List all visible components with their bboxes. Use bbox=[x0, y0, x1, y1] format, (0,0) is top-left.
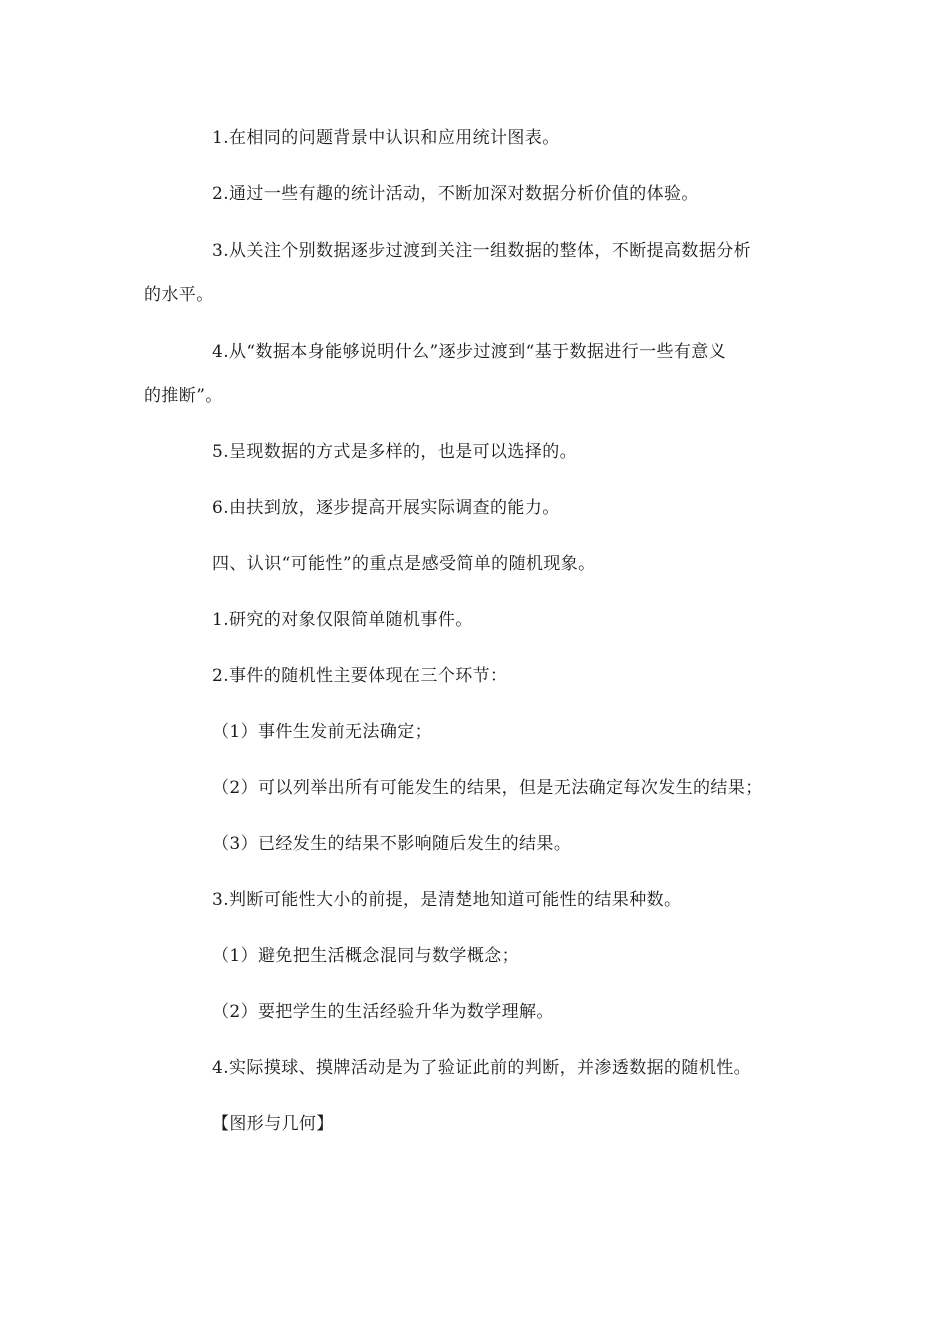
paragraph-line: （2）要把学生的生活经验升华为数学理解。 bbox=[212, 1002, 554, 1022]
paragraph-line: （3）已经发生的结果不影响随后发生的结果。 bbox=[212, 834, 572, 854]
paragraph-line: 4.实际摸球、摸牌活动是为了验证此前的判断，并渗透数据的随机性。 bbox=[212, 1058, 752, 1078]
section-heading: 【图形与几何】 bbox=[212, 1114, 334, 1134]
paragraph-line: （1）事件生发前无法确定； bbox=[212, 722, 433, 742]
paragraph-line: 1.在相同的问题背景中认识和应用统计图表。 bbox=[212, 128, 560, 148]
paragraph-line: 的推断”。 bbox=[144, 386, 223, 406]
paragraph-line: 1.研究的对象仅限简单随机事件。 bbox=[212, 610, 473, 630]
paragraph-line: 2.事件的随机性主要体现在三个环节： bbox=[212, 666, 508, 686]
paragraph-line: （1）避免把生活概念混同与数学概念； bbox=[212, 946, 520, 966]
paragraph-line: 3.从关注个别数据逐步过渡到关注一组数据的整体，不断提高数据分析 bbox=[212, 241, 752, 261]
paragraph-line: 4.从“数据本身能够说明什么”逐步过渡到“基于数据进行一些有意义 bbox=[212, 342, 727, 362]
paragraph-line: 2.通过一些有趣的统计活动，不断加深对数据分析价值的体验。 bbox=[212, 184, 699, 204]
paragraph-line: 3.判断可能性大小的前提，是清楚地知道可能性的结果种数。 bbox=[212, 890, 682, 910]
paragraph-line: 5.呈现数据的方式是多样的，也是可以选择的。 bbox=[212, 442, 578, 462]
paragraph-line: （2）可以列举出所有可能发生的结果，但是无法确定每次发生的结果； bbox=[212, 778, 763, 798]
paragraph-line: 6.由扶到放，逐步提高开展实际调查的能力。 bbox=[212, 498, 560, 518]
section-heading: 四、认识“可能性”的重点是感受简单的随机现象。 bbox=[212, 554, 596, 574]
paragraph-line: 的水平。 bbox=[144, 285, 214, 305]
